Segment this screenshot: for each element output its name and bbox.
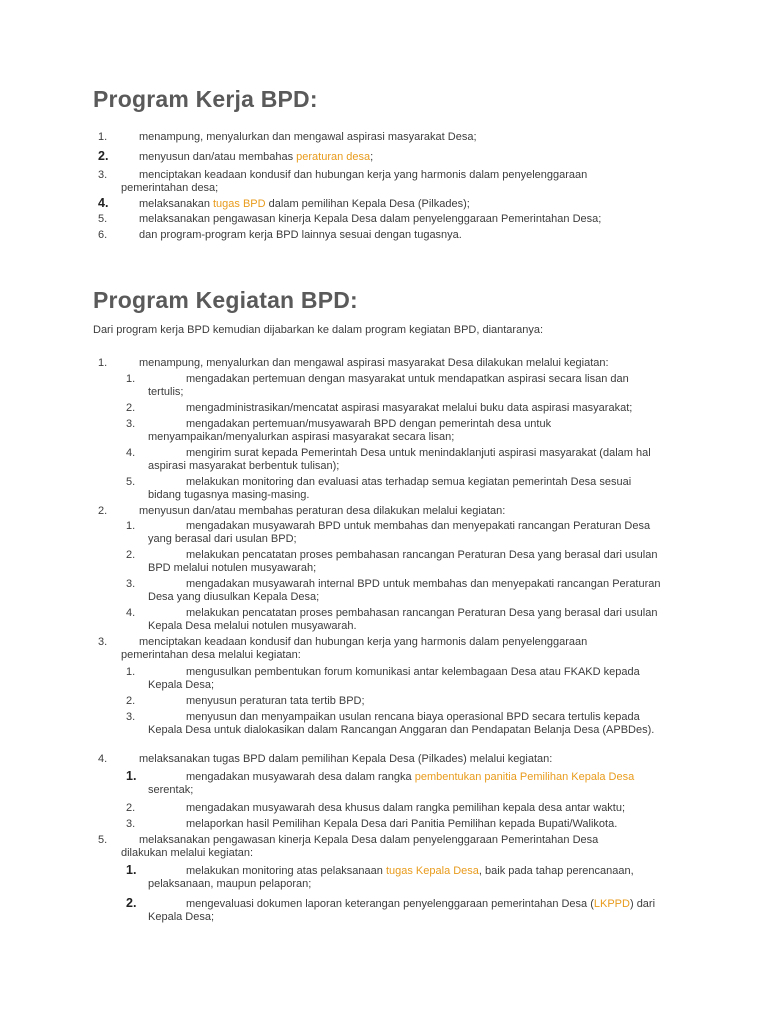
item-number: 1. [98,131,108,143]
item-text: mengadakan musyawarah internal BPD untuk membahas dan menyepakati rancangan Peraturan Desa yang diusulkan Kepala Desa; [148,578,661,603]
sub-list-item [0,666,768,695]
sub-list-item [0,476,768,505]
item-text: mengusulkan pembentukan forum komunikasi antar kelembagaan Desa atau FKAKD kepada Kepala Desa; [148,666,640,691]
item-number: 2. [126,402,136,414]
item-text: menyusun peraturan tata tertib BPD; [186,695,365,707]
item-number: 1. [126,863,137,877]
item-text-pre: mengevaluasi dokumen laporan keterangan penyelenggaraan pemerintahan Desa ( [186,898,594,910]
item-text: menyusun dan/atau membahas peraturan desa dilakukan melalui kegiatan: [139,505,506,517]
item-number: 2. [126,549,136,561]
list-item [0,169,768,198]
list-item [0,213,768,229]
item-text: mengadakan musyawarah BPD untuk membahas dan menyepakati rancangan Peraturan Desa yang berasal dari usulan BPD; [148,520,651,545]
item-text: mengadministrasikan/mencatat aspirasi masyarakat melalui buku data aspirasi masyarakat; [186,402,633,414]
intro-paragraph: Dari program kerja BPD kemudian dijabarkan ke dalam program kegiatan BPD, diantaranya: [93,324,544,336]
item-number: 5. [98,213,108,225]
item-text [148,865,666,891]
item-number: 4. [126,447,136,459]
item-text-post: serentak; [148,784,194,796]
item-text: mengirim surat kepada Pemerintah Desa untuk menindaklanjuti aspirasi masyarakat (dalam hal aspirasi masyarakat berbentuk tulisan); [148,447,651,472]
item-text-post: dalam pemilihan Kepala Desa (Pilkades); [265,198,470,210]
link-lkppd[interactable]: LKPPD [593,898,630,910]
item-number: 6. [98,229,108,241]
item-text: menciptakan keadaan kondusif dan hubungan kerja yang harmonis dalam penyelenggaraan pemerintahan desa melalui kegiatan: [121,636,588,661]
item-number: 1. [126,666,136,678]
item-number: 2. [98,149,109,163]
link-pembentukan-panitia[interactable]: pembentukan panitia Pemilihan Kepala Desa [414,771,635,783]
item-number: 1. [126,520,136,532]
sub-list-item [0,898,768,928]
item-text-pre: melaksanakan [139,198,213,210]
program-kegiatan-list [0,357,768,928]
list-item [0,151,768,169]
sub-list-item [0,373,768,402]
item-number: 2. [126,695,136,707]
item-text: mengadakan musyawarah desa khusus dalam rangka pemilihan kepala desa antar waktu; [186,802,626,814]
item-text: mengadakan pertemuan dengan masyarakat untuk mendapatkan aspirasi secara lisan dan tertulis; [148,373,629,398]
item-text [121,151,641,164]
item-text-pre: melakukan monitoring atas pelaksanaan [186,865,386,877]
item-number: 2. [126,896,137,910]
item-text: menyusun dan menyampaikan usulan rencana biaya operasional BPD secara tertulis kepada Kepala Desa untuk dialokasikan dalam Rancangan Anggaran dan Pendapatan Belanja Desa (APBDes). [148,711,655,736]
list-item [0,505,768,520]
item-text [148,771,666,797]
item-text: melakukan pencatatan proses pembahasan rancangan Peraturan Desa yang berasal dari usulan Kepala Desa melalui notulen musyawarah. [148,607,658,632]
item-number: 4. [98,196,109,210]
sub-list-item [0,607,768,636]
sub-list-item [0,418,768,447]
item-number: 2. [98,505,108,517]
item-number: 5. [126,476,136,488]
item-number: 3. [126,711,136,723]
item-number: 1. [98,357,108,369]
item-text-post: ) dari Kepala Desa; [148,898,656,923]
list-item [0,834,768,865]
item-text: melakukan pencatatan proses pembahasan rancangan Peraturan Desa yang berasal dari usulan BPD melalui notulen musyawarah; [148,549,658,574]
item-text: mengadakan pertemuan/musyawarah BPD dengan pemerintah desa untuk menyampaikan/menyalurkan aspirasi masyarakat secara lisan; [148,418,552,443]
link-peraturan-desa[interactable]: peraturan desa [296,151,371,163]
item-text: menciptakan keadaan kondusif dan hubungan kerja yang harmonis dalam penyelenggaraan pemerintahan desa; [121,169,588,194]
item-text-pre: menyusun dan/atau membahas [139,151,297,163]
list-item [0,753,768,771]
item-number: 3. [98,636,108,648]
item-number: 4. [126,607,136,619]
item-text: melaksanakan tugas BPD dalam pemilihan Kepala Desa (Pilkades) melalui kegiatan: [139,753,553,765]
link-tugas-kepala-desa[interactable]: tugas Kepala Desa [385,865,479,877]
list-item [0,636,768,666]
heading-program-kerja: Program Kerja BPD: [93,86,318,112]
item-number: 3. [126,418,136,430]
sub-list-item [0,711,768,753]
sub-list-item [0,520,768,549]
list-item [0,131,768,151]
item-number: 3. [126,818,136,830]
item-text: melaksanakan pengawasan kinerja Kepala Desa dalam penyelenggaraan Pemerintahan Desa dilakukan melalui kegiatan: [121,834,599,859]
sub-list-item [0,549,768,578]
item-number: 3. [126,578,136,590]
item-text: melakukan monitoring dan evaluasi atas terhadap semua kegiatan pemerintah Desa sesuai bidang tugasnya masing-masing. [148,476,632,501]
link-tugas-bpd[interactable]: tugas BPD [213,198,266,210]
item-text: dan program-program kerja BPD lainnya sesuai dengan tugasnya. [139,229,462,241]
item-text-pre: mengadakan musyawarah desa dalam rangka [186,771,415,783]
item-text [121,198,641,211]
item-text-post: ; [370,151,374,163]
item-text: melaksanakan pengawasan kinerja Kepala Desa dalam penyelenggaraan Pemerintahan Desa; [139,213,602,225]
item-text: melaporkan hasil Pemilihan Kepala Desa dari Panitia Pemilihan kepada Bupati/Walikota. [186,818,618,830]
item-text: menampung, menyalurkan dan mengawal aspirasi masyarakat Desa; [139,131,477,143]
list-item [0,229,768,245]
list-item [0,198,768,213]
item-number: 3. [98,169,108,181]
sub-list-item [0,771,768,802]
item-number: 1. [126,769,137,783]
sub-list-item [0,802,768,818]
program-kerja-list [0,131,768,245]
item-number: 5. [98,834,108,846]
sub-list-item [0,578,768,607]
item-number: 2. [126,802,136,814]
sub-list-item [0,447,768,476]
item-number: 1. [126,373,136,385]
item-text: menampung, menyalurkan dan mengawal aspirasi masyarakat Desa dilakukan melalui kegiatan: [139,357,609,369]
item-text [148,898,666,924]
sub-list-item [0,695,768,711]
heading-program-kegiatan: Program Kegiatan BPD: [93,287,358,313]
item-number: 4. [98,753,108,765]
item-text-post: , baik pada tahap perencanaan, pelaksanaan, maupun pelaporan; [148,865,634,890]
list-item [0,357,768,373]
sub-list-item [0,402,768,418]
sub-list-item [0,818,768,834]
sub-list-item [0,865,768,898]
